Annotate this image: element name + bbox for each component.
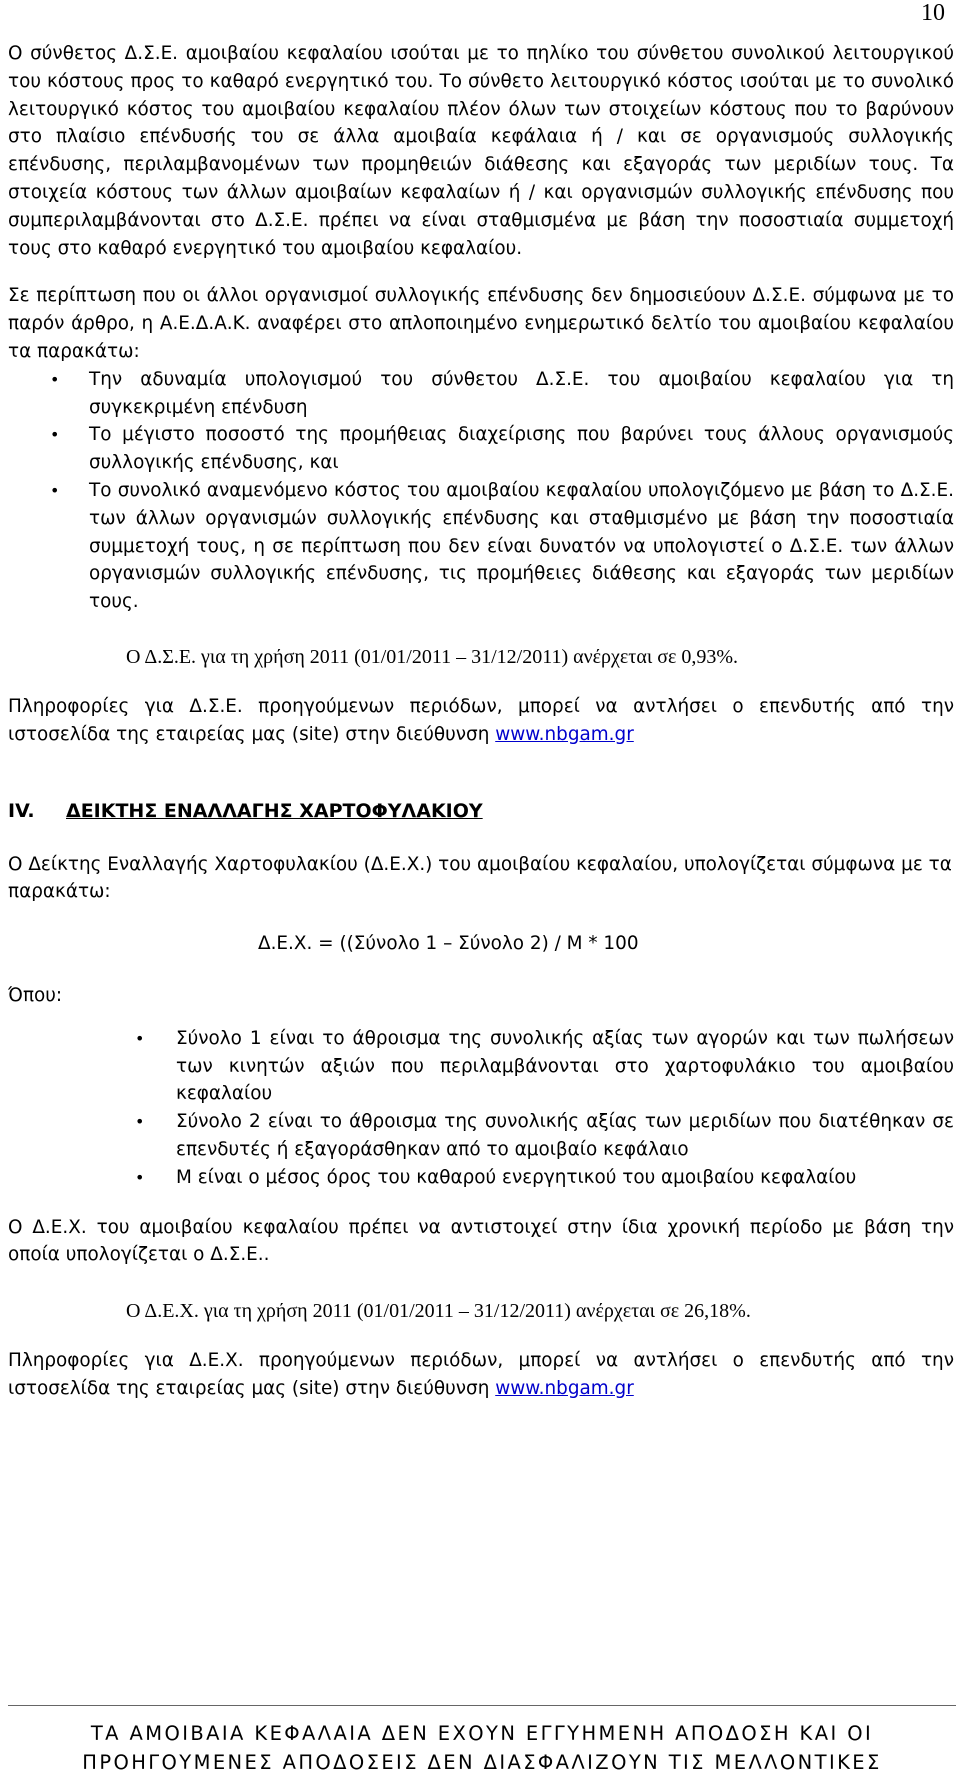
- list-item: • Σύνολο 2 είναι το άθροισμα της συνολικής αξίας των μεριδίων που διατέθηκαν σε επενδυτές ή εξαγοράσθηκαν από το αμοιβαίο κεφάλαιο: [8, 1108, 954, 1164]
- dex-formula: Δ.Ε.Χ. = ((Σύνολο 1 – Σύνολο 2) / M * 100: [258, 933, 639, 955]
- nbgam-link[interactable]: www.nbgam.gr: [495, 1377, 634, 1399]
- list-item: • M είναι ο μέσος όρος του καθαρού ενεργητικού του αμοιβαίου κεφαλαίου: [8, 1164, 954, 1192]
- dse-definition-paragraph: Ο σύνθετος Δ.Σ.Ε. αμοιβαίου κεφαλαίου ισούται με το πηλίκο του σύνθετου συνολικού λειτουργικού του κόστους προς το καθαρό ενεργητικό του. Το σύνθετο λειτουργικό κόστος ισούται με το συνολικό λειτουργικό κόστος του αμοιβαίου κεφαλαίου πλέον όλων των στοιχείων κόστους που το βαρύνουν στο πλαίσιο επένδυσής του σε άλλα αμοιβαία κεφάλαια ή / και σε οργανισμούς συλλογικής επένδυσης, περιλαμβανομένων των προμηθειών διάθεσης και εξαγοράς των μεριδίων τους. Τα στοιχεία κόστους των άλλων αμοιβαίων κεφαλαίων ή / και οργανισμών συλλογικής επένδυσης που συμπεριλαμβάνονται στο Δ.Σ.Ε. πρέπει να είναι σταθμισμένα με βάση την ποσοστιαία συμμετοχή τους στο καθαρό ενεργητικό του αμοιβαίου κεφαλαίου.: [8, 43, 954, 259]
- where-label: Όπου:: [8, 984, 63, 1006]
- dse-info-paragraph: [8, 693, 954, 749]
- dex-info-paragraph: [8, 1347, 954, 1403]
- section-number: IV.: [8, 799, 35, 822]
- nbgam-link[interactable]: www.nbgam.gr: [495, 723, 634, 745]
- dse-unpublished-paragraph: Σε περίπτωση που οι άλλοι οργανισμοί συλλογικής επένδυσης δεν δημοσιεύουν Δ.Σ.Ε. σύμφωνα με το παρόν άρθρο, η Α.Ε.Δ.Α.Κ. αναφέρει στο απλοποιημένο ενημερωτικό δελτίο του αμοιβαίου κεφαλαίου τα παρακάτω:: [8, 285, 954, 362]
- footer-line: ΤΑ ΑΜΟΙΒΑΙΑ ΚΕΦΑΛΑΙΑ ΔΕΝ ΕΧΟΥΝ ΕΓΓΥΗΜΕΝΗ ΑΠΟΔΟΣΗ ΚΑΙ ΟΙ: [90, 1722, 874, 1745]
- section-title: ΔΕΙΚΤΗΣ ΕΝΑΛΛΑΓΗΣ ΧΑΡΤΟΦΥΛΑΚΙΟΥ: [66, 799, 483, 822]
- dse-info-text: Πληροφορίες για Δ.Σ.Ε. προηγούμενων περιόδων, μπορεί να αντλήσει ο επενδυτής από την ιστοσελίδα της εταιρείας μας (site) στην διεύθυνση: [8, 695, 954, 745]
- document-body: [8, 40, 954, 1403]
- list-item: • Το συνολικό αναμενόμενο κόστος του αμοιβαίου κεφαλαίου υπολογιζόμενο με βάση το Δ.Σ.Ε. των άλλων οργανισμών συλλογικής επένδυσης και σταθμισμένο με βάση την ποσοστιαία συμμετοχή τους, η σε περίπτωση που δεν είναι δυνατόν να υπολογιστεί ο Δ.Σ.Ε. των άλλων οργανισμών συλλογικής επένδυσης, τις προμήθειες διάθεσης και εξαγοράς των μεριδίων τους.: [8, 477, 954, 616]
- list-item: • Σύνολο 1 είναι το άθροισμα της συνολικής αξίας των αγορών και των πωλήσεων των κινητών αξιών που περιλαμβάνονται στο χαρτοφυλάκιο του αμοιβαίου κεφαλαίου: [8, 1025, 954, 1108]
- dex-period-paragraph: Ο Δ.Ε.Χ. του αμοιβαίου κεφαλαίου πρέπει να αντιστοιχεί στην ίδια χρονική περίοδο με βάση την οποία υπολογίζεται ο Δ.Σ.Ε..: [8, 1216, 954, 1266]
- dex-intro-paragraph: Ο Δείκτης Εναλλαγής Χαρτοφυλακίου (Δ.Ε.Χ.) του αμοιβαίου κεφαλαίου, υπολογίζεται σύμφωνα με τα παρακάτω:: [8, 853, 952, 903]
- dse-bullet-list: [8, 366, 954, 616]
- page-number: 10: [921, 0, 945, 26]
- dse-statement: Ο Δ.Σ.Ε. για τη χρήση 2011 (01/01/2011 – 31/12/2011) ανέρχεται σε 0,93%.: [126, 645, 739, 668]
- footer-divider: [8, 1705, 956, 1706]
- list-item: • Το μέγιστο ποσοστό της προμήθειας διαχείρισης που βαρύνει τους άλλους οργανισμούς συλλογικής επένδυσης, και: [8, 421, 954, 477]
- dex-info-text: Πληροφορίες για Δ.Ε.Χ. προηγούμενων περιόδων, μπορεί να αντλήσει ο επενδυτής από την ιστοσελίδα της εταιρείας μας (site) στην διεύθυνση: [8, 1350, 954, 1399]
- list-item: • Την αδυναμία υπολογισμού του σύνθετου Δ.Σ.Ε. του αμοιβαίου κεφαλαίου για τη συγκεκριμένη επένδυση: [8, 366, 954, 422]
- section-heading: [8, 797, 954, 825]
- footer-disclaimer: [8, 1719, 956, 1777]
- footer-line: ΠΡΟΗΓΟΥΜΕΝΕΣ ΑΠΟΔΟΣΕΙΣ ΔΕΝ ΔΙΑΣΦΑΛΙΖΟΥΝ ΤΙΣ ΜΕΛΛΟΝΤΙΚΕΣ: [82, 1751, 882, 1774]
- formula-definitions-list: [8, 1025, 954, 1192]
- dex-statement: Ο Δ.Ε.Χ. για τη χρήση 2011 (01/01/2011 – 31/12/2011) ανέρχεται σε 26,18%.: [126, 1300, 751, 1323]
